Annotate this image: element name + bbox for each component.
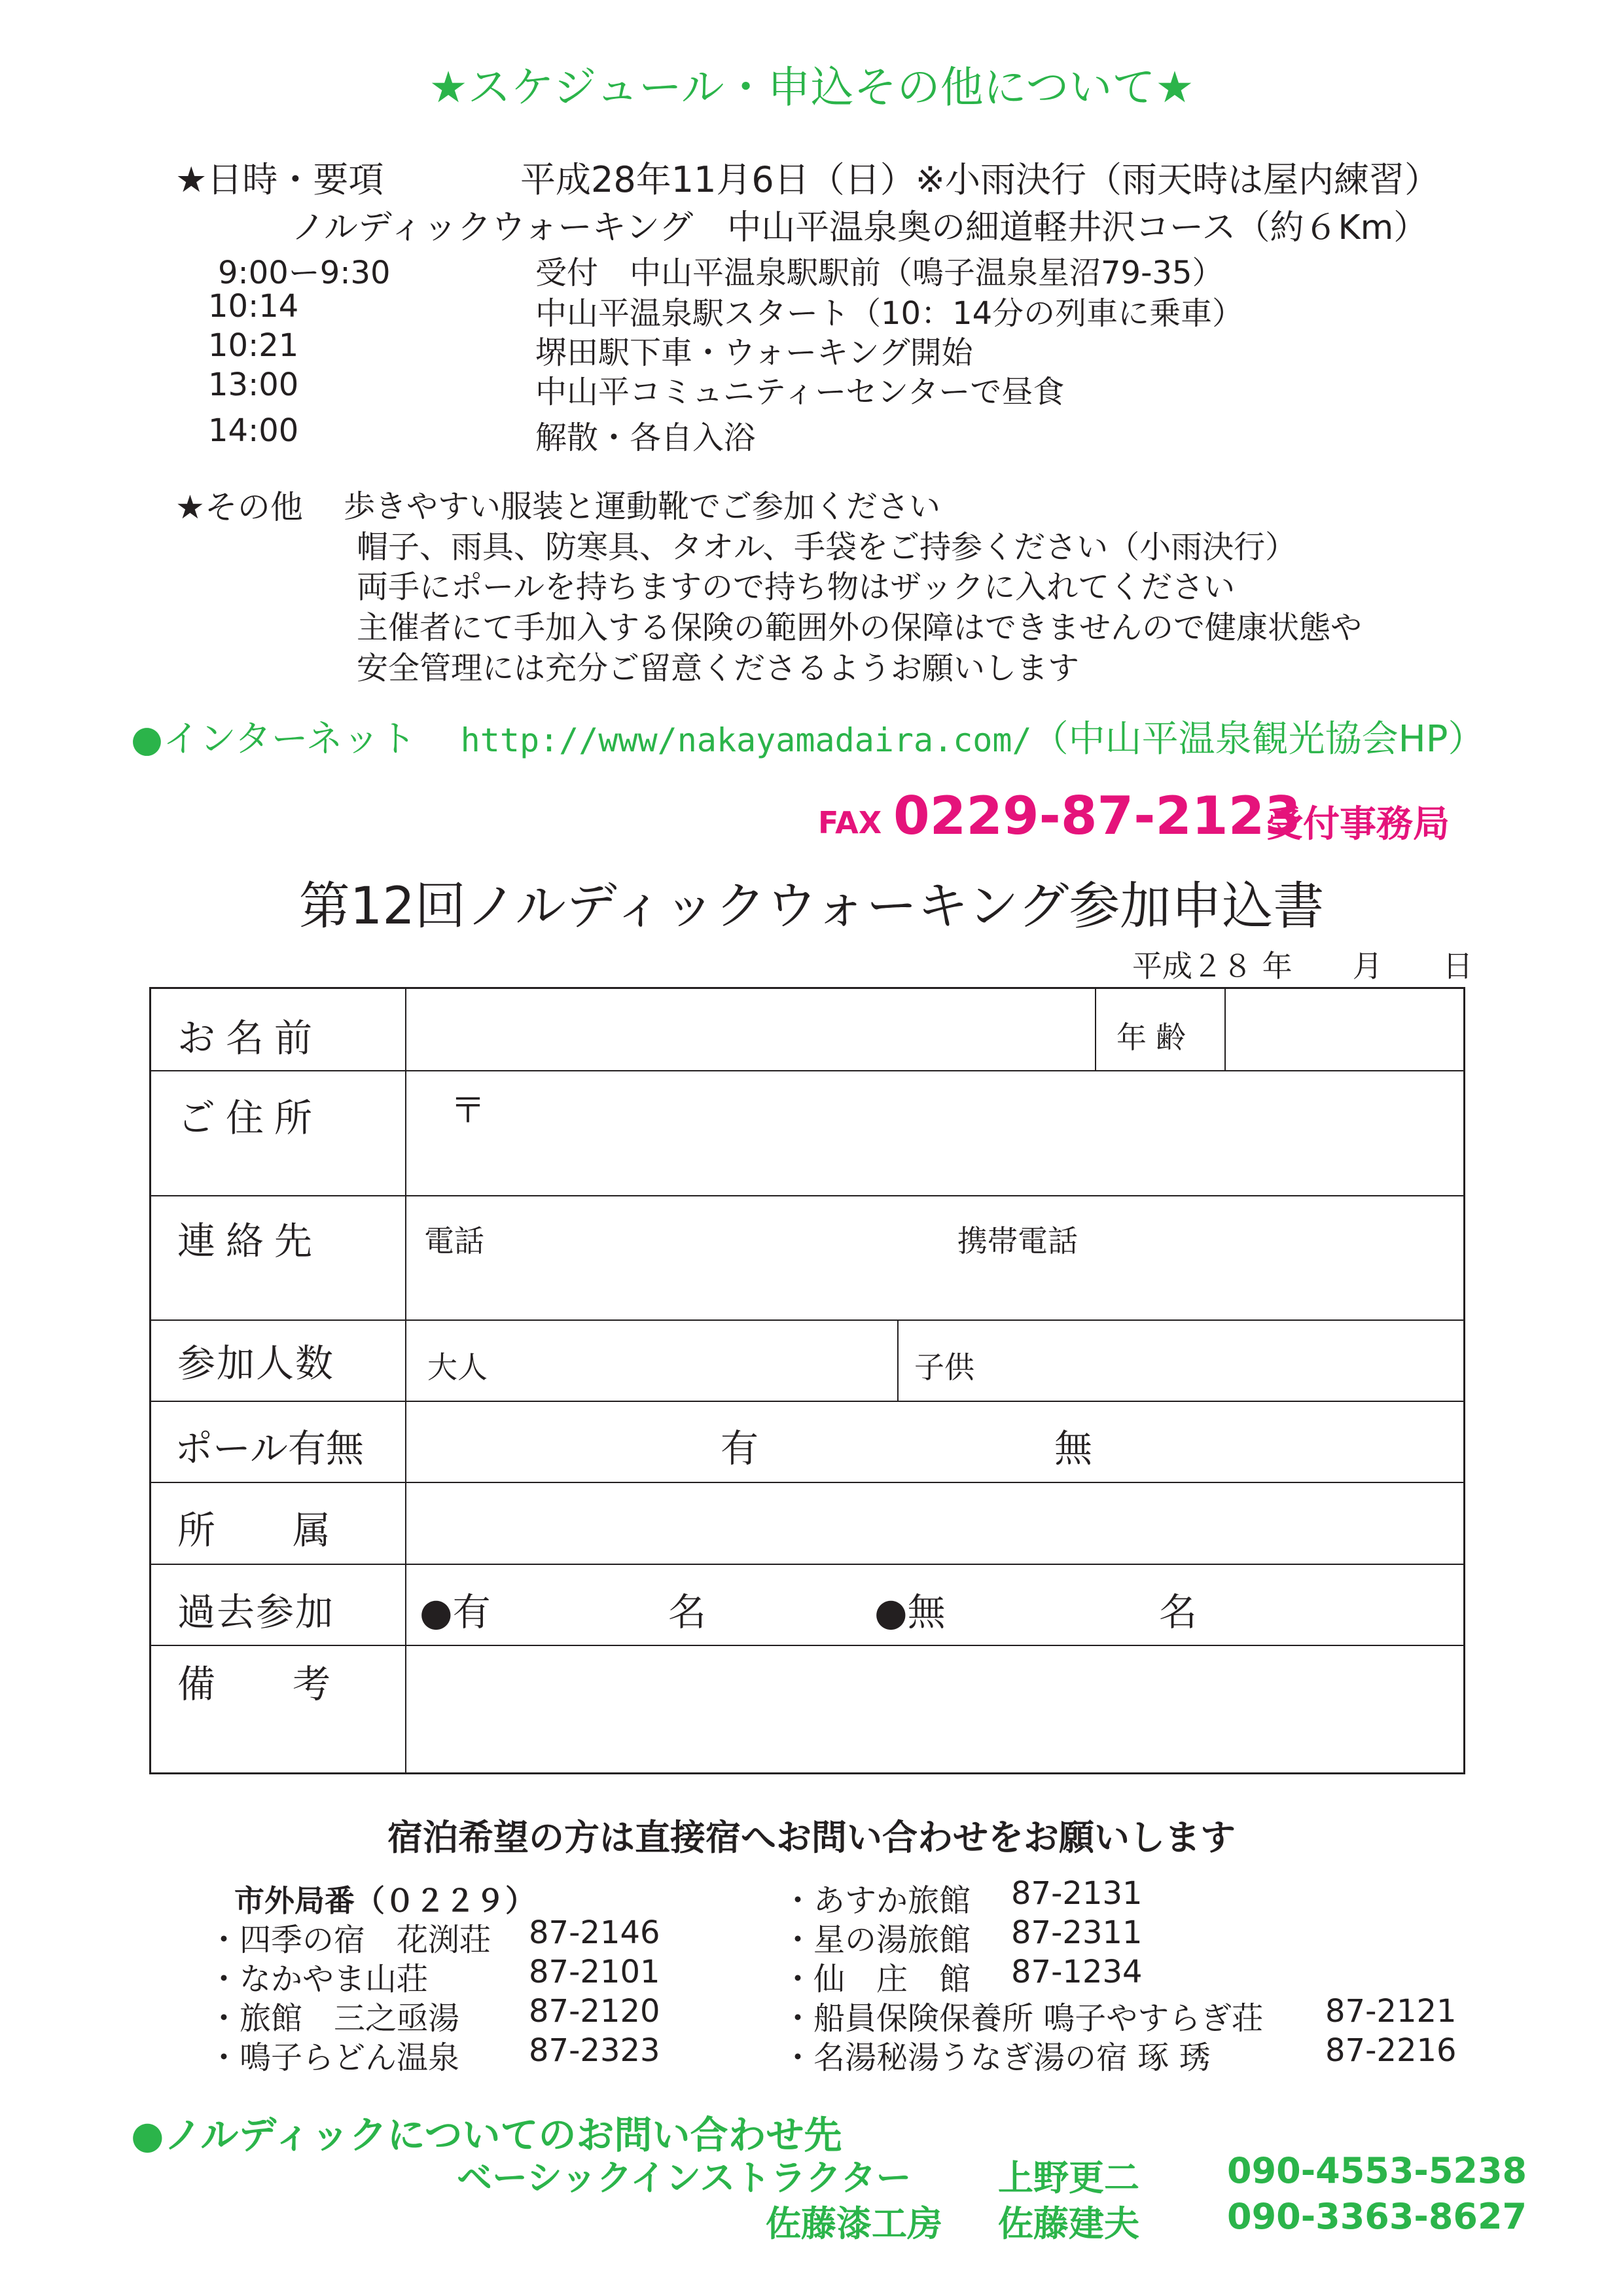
schedule-time: 10:21	[208, 327, 299, 364]
other-note: 安全管理には充分ご留意くださるようお願いします	[357, 650, 1080, 687]
schedule-desc: 中山平温泉駅スタート（10：14分の列車に乗車）	[535, 295, 1244, 332]
fax-number: 0229-87-2123	[893, 785, 1302, 846]
inn-phone: 87-1234	[1011, 1954, 1143, 1990]
participants-label: 参加人数	[177, 1341, 335, 1386]
inn-phone: 87-2131	[1011, 1875, 1143, 1912]
past-yes-option[interactable]: ●有	[419, 1590, 491, 1634]
schedule-desc: 受付 中山平温泉駅駅前（鳴子温泉星沼79-35）	[535, 255, 1224, 291]
course-name: ノルディックウォーキング 中山平温泉奥の細道軽井沢コース（約６Km）	[291, 208, 1428, 247]
inn-name: ・鳴子らどん温泉	[208, 2039, 460, 2076]
phone-field[interactable]	[408, 1198, 1463, 1317]
pole-yes-option[interactable]: 有	[721, 1426, 759, 1471]
other-note: 両手にポールを持ちますので持ち物はザックに入れてください	[357, 569, 1236, 605]
contact-label: 連絡先	[177, 1219, 323, 1263]
inn-name: ・仙 庄 館	[782, 1961, 971, 1998]
fax-office: 受付事務局	[1266, 803, 1450, 846]
internet-note: （中山平温泉観光協会HP）	[1031, 718, 1485, 761]
inn-name: ・なかやま山荘	[208, 1961, 429, 1998]
age-label: 年齢	[1116, 1020, 1195, 1055]
inn-phone: 87-2216	[1325, 2032, 1457, 2069]
schedule-time: 9:00ー9:30	[218, 255, 391, 291]
remarks-label: 備 考	[177, 1662, 351, 1706]
schedule-desc: 堺田駅下車・ウォーキング開始	[535, 334, 973, 371]
name-field[interactable]	[408, 990, 1092, 1067]
schedule-time: 10:14	[208, 288, 299, 325]
address-field[interactable]	[408, 1073, 1463, 1193]
inn-phone: 87-2146	[529, 1914, 660, 1951]
adults-label: 大人	[427, 1350, 488, 1385]
inn-phone: 87-2323	[529, 2032, 660, 2069]
inn-phone: 87-2311	[1011, 1914, 1143, 1951]
other-note: 主催者にて手加入する保険の範囲外の保障はできませんので健康状態や	[357, 609, 1363, 646]
contact-phone: 090-3363-8627	[1227, 2196, 1527, 2237]
children-field[interactable]	[900, 1322, 1463, 1398]
internet-label: ●インターネット	[131, 718, 416, 761]
inn-name: ・名湯秘湯うなぎ湯の宿 琢 琇	[782, 2039, 1211, 2076]
inn-name: ・旅館 三之亟湯	[208, 2000, 460, 2037]
phone-label: 電話	[424, 1223, 484, 1259]
contact-org: 佐藤漆工房	[766, 2203, 942, 2244]
pole-label: ポール有無	[175, 1426, 364, 1471]
inn-phone: 87-2101	[529, 1954, 660, 1990]
past-yes-count-unit: 名	[668, 1590, 707, 1634]
application-form	[149, 987, 1465, 1774]
postal-mark: 〒	[450, 1090, 486, 1131]
pole-no-option[interactable]: 無	[1054, 1426, 1093, 1471]
inn-name: ・あすか旅館	[782, 1882, 971, 1919]
area-code: 市外局番（０２２９）	[234, 1883, 535, 1918]
affiliation-label: 所 属	[177, 1508, 351, 1552]
inn-phone: 87-2120	[529, 1993, 660, 2030]
inn-name: ・四季の宿 花渕荘	[208, 1922, 491, 1958]
inn-name: ・星の湯旅館	[782, 1922, 971, 1958]
other-note: 帽子、雨具、防寒具、タオル、手袋をご持参ください（小雨決行）	[357, 529, 1297, 565]
affiliation-field[interactable]	[408, 1484, 1463, 1561]
event-date: 平成28年11月6日（日）※小雨決行（雨天時は屋内練習）	[520, 159, 1440, 200]
form-title: 第12回ノルディックウォーキング参加申込書	[298, 877, 1325, 936]
inquiry-label: ●ノルディックについてのお問い合わせ先	[131, 2113, 842, 2157]
contact-org: ベーシックインストラクター	[457, 2157, 912, 2198]
age-field[interactable]	[1227, 990, 1463, 1067]
name-label: お名前	[177, 1016, 323, 1060]
website-link[interactable]: http://www/nakayamadaira.com/	[460, 721, 1032, 759]
schedule-desc: 解散・各自入浴	[535, 420, 756, 456]
other-label: ★その他	[175, 488, 303, 526]
remarks-field[interactable]	[408, 1647, 1463, 1772]
lodging-note: 宿泊希望の方は直接宿へお問い合わせをお願いします	[387, 1817, 1236, 1858]
page-title: ★スケジュール・申込その他について★	[429, 62, 1194, 113]
form-date: 平成２８ 年 月 日	[1132, 948, 1473, 984]
address-label: ご住所	[177, 1096, 323, 1140]
past-label: 過去参加	[177, 1590, 335, 1634]
past-no-count-unit: 名	[1159, 1590, 1198, 1634]
schedule-time: 14:00	[208, 412, 299, 449]
contact-name: 上野更二	[998, 2157, 1139, 2198]
contact-name: 佐藤建夫	[998, 2203, 1139, 2244]
mobile-label: 携帯電話	[957, 1223, 1078, 1259]
schedule-label: ★日時・要項	[175, 159, 384, 200]
other-note: 歩きやすい服装と運動靴でご参加ください	[344, 488, 941, 525]
inn-name: ・船員保険保養所 鳴子やすらぎ荘	[782, 2000, 1264, 2037]
children-label: 子供	[914, 1350, 974, 1385]
contact-phone: 090-4553-5238	[1227, 2150, 1527, 2191]
fax-label: FAX	[818, 805, 882, 840]
schedule-desc: 中山平コミュニティーセンターで昼食	[535, 374, 1065, 410]
schedule-time: 13:00	[208, 367, 299, 403]
adults-field[interactable]	[408, 1322, 895, 1398]
inn-phone: 87-2121	[1325, 1993, 1457, 2030]
past-no-option[interactable]: ●無	[874, 1590, 946, 1634]
